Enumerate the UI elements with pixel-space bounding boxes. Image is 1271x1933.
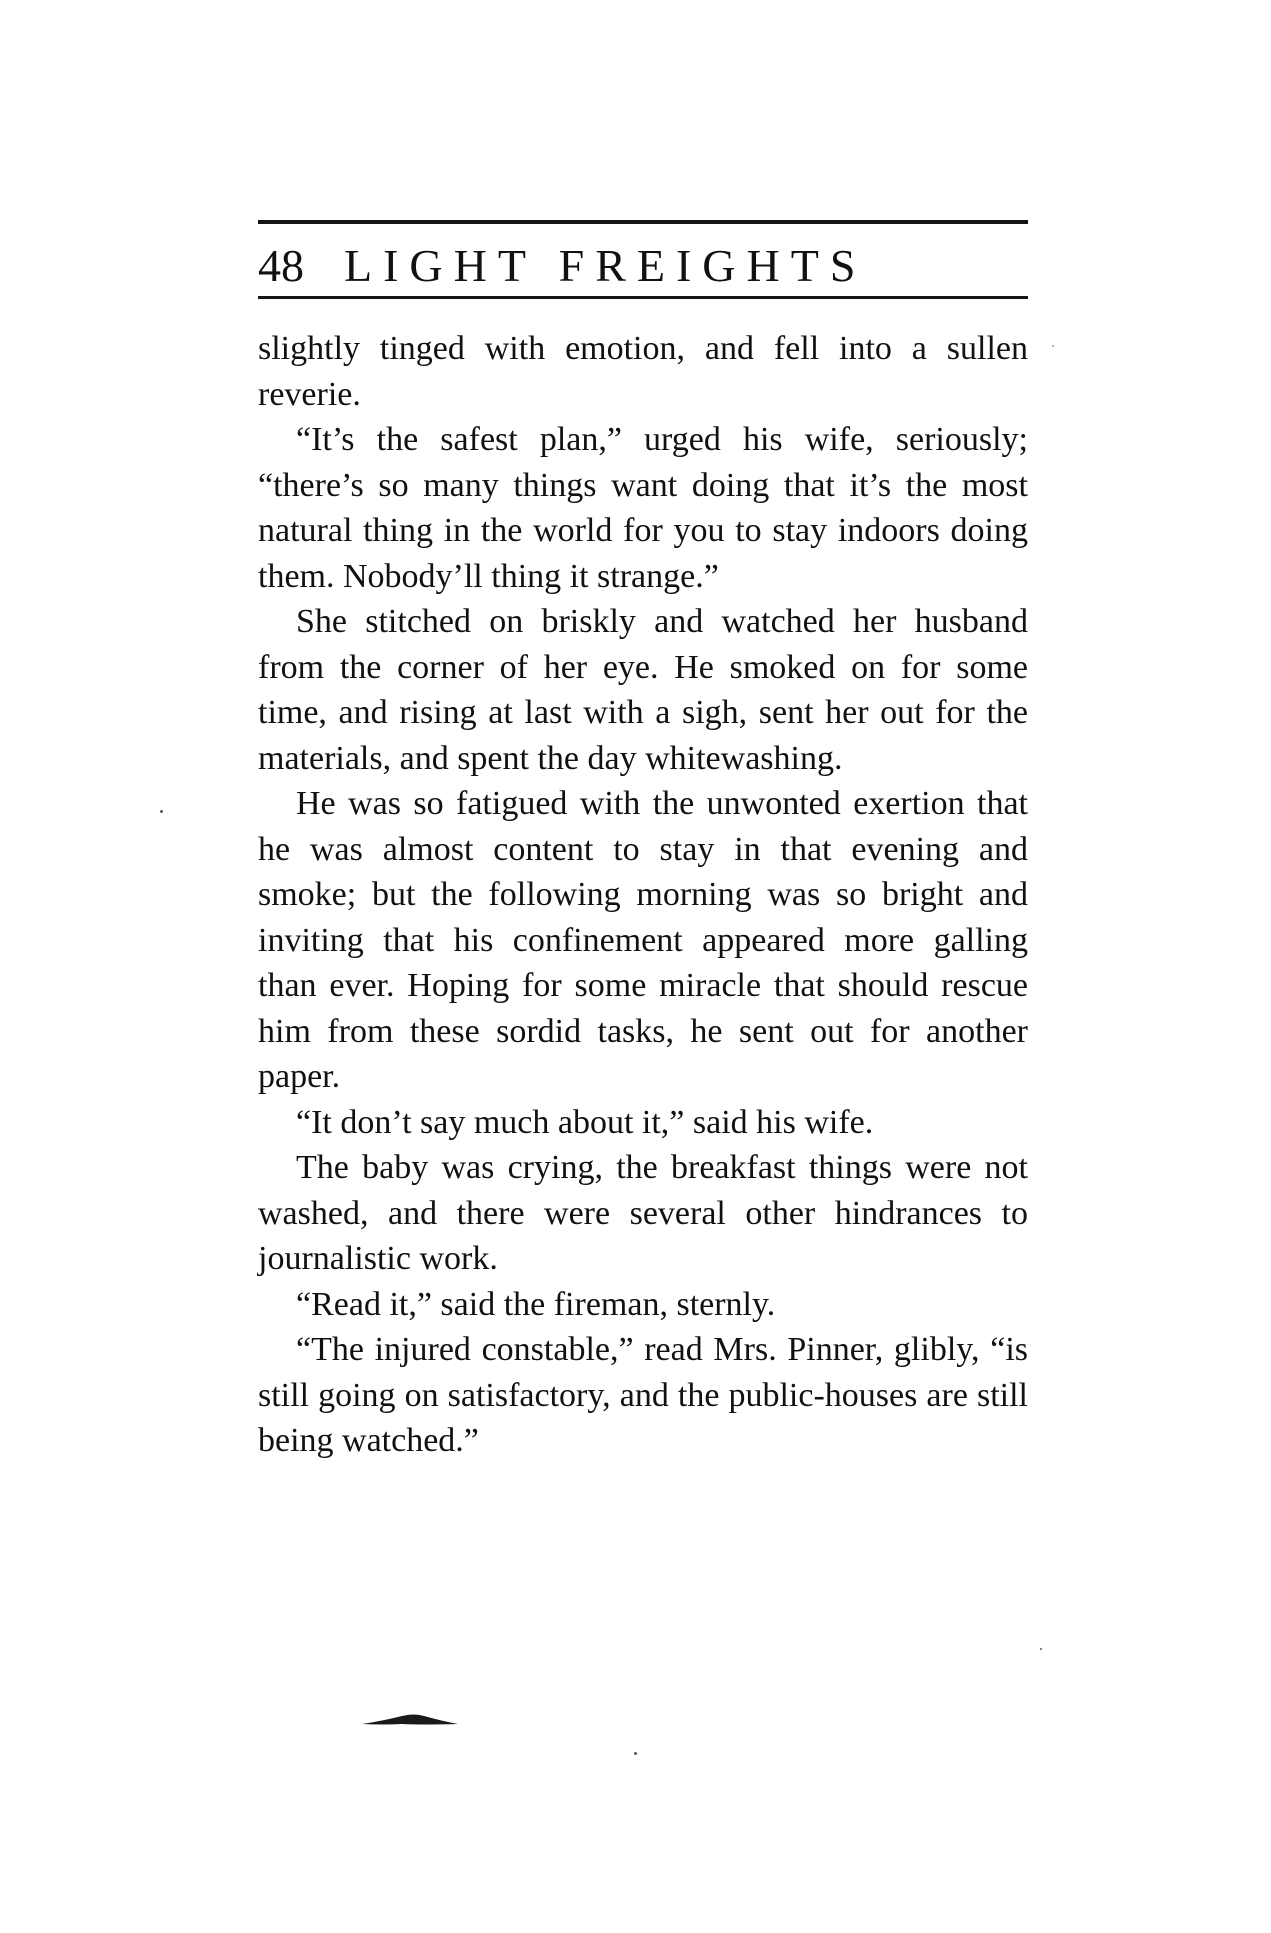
paragraph: She stitched on briskly and watched her husband from the corner of her eye. He smoked on for some time, and rising at last with a sigh, sent her out for the materials, and spent the day whitewashing.	[258, 603, 1028, 777]
paragraph: slightly tinged with emotion, and fell into a sullen reverie.	[258, 330, 1028, 413]
paragraph: “It’s the safest plan,” urged his wife, seriously; “there’s so many things want doing that it’s the most natural thing in the world for you to stay indoors doing them. Nobody’ll thing it strange.”	[258, 421, 1028, 595]
page-speck	[160, 810, 163, 813]
paragraph: “The injured constable,” read Mrs. Pinner, glibly, “is still going on satisfactory, and the public-houses are still being watched.”	[258, 1331, 1028, 1459]
page-speck	[1040, 1648, 1042, 1650]
header-rule-top	[258, 220, 1028, 224]
paragraph: “It don’t say much about it,” said his wife.	[296, 1103, 874, 1141]
page-header	[258, 236, 1028, 296]
paragraph: The baby was crying, the breakfast things were not washed, and there were several other hindrances to journalistic work.	[258, 1149, 1028, 1277]
body-text	[258, 326, 1028, 1464]
header-rule-bottom	[258, 296, 1028, 299]
page-speck	[1052, 345, 1054, 347]
paragraph: He was so fatigued with the unwonted exertion that he was almost content to stay in that evening and smoke; but the following morning was so bright and inviting that his confinement appeared more galling than ever. Hoping for some miracle that should rescue him from these sordid tasks, he sent out for another paper.	[258, 785, 1028, 1095]
running-head: LIGHT FREIGHTS	[344, 240, 867, 291]
ink-smudge-ornament	[362, 1712, 458, 1726]
page-number: 48	[258, 240, 304, 291]
page-speck	[634, 1752, 637, 1755]
paragraph: “Read it,” said the fireman, sternly.	[296, 1285, 776, 1323]
